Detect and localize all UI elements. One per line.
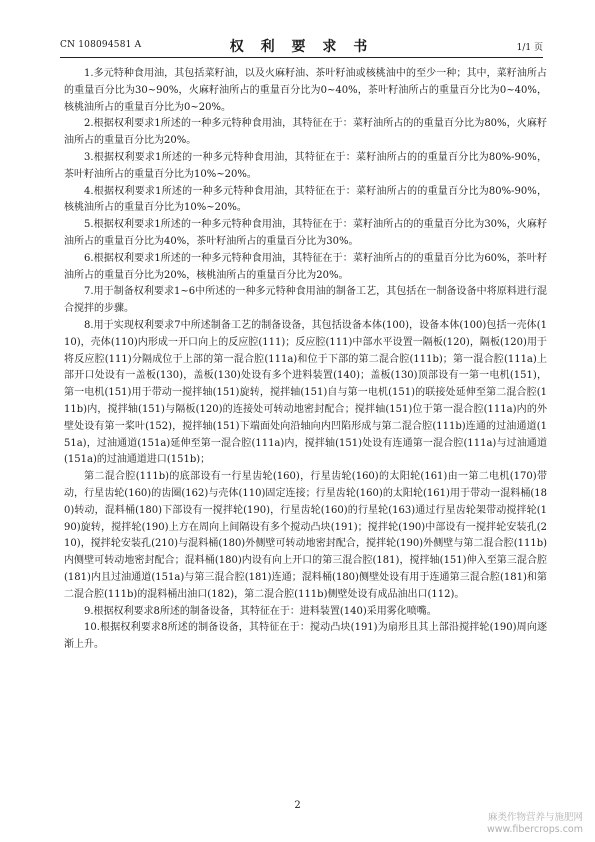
patent-number: CN 108094581 A bbox=[60, 40, 142, 50]
page-number: 2 bbox=[294, 800, 301, 811]
page-indicator: 1/1 页 bbox=[516, 43, 543, 53]
watermark-url: www.fibercrops.com bbox=[486, 824, 583, 835]
claim-paragraph: 第二混合腔(111b)的底部设有一行星齿轮(160)，行星齿轮(160)的太阳轮(161)由一第二电机(170)带动，行星齿轮(160)的齿圈(162)与壳体(110)固定连接；行星齿轮(160)的太阳轮(161)用于带动一混料桶(180)转动，混料桶(180)下部设有一搅拌轮(190)，行星齿轮(160)的行星轮(163)通过行星齿轮架带动搅拌轮(190)旋转，搅拌轮(190)上方在周向上间隔设有多个搅动凸块(191)；搅拌轮(190)中部设有一搅拌轮安装孔(210)，搅拌轮安装孔(210)与混料桶(180)外侧壁可转动地密封配合，搅拌轮(190)外侧壁与第二混合腔(111b)内侧壁可转动地密封配合；混料桶(180)内设有向上开口的第三混合腔(181)，搅拌轴(151)伸入至第三混合腔(181)内且过油通道(151a)与第三混合腔(181)连通；混料桶(180)侧壁处设有用于连通第三混合腔(181)和第二混合腔(111b)的混料桶出油口(182)，第二混合腔(111b)侧壁处设有成品油出口(112)。 bbox=[64, 471, 547, 600]
claims-body bbox=[64, 66, 547, 654]
header-rule bbox=[60, 57, 543, 58]
document-title: 权 利 要 求 书 bbox=[229, 39, 374, 55]
claim-paragraph: 1.多元特种食用油，其包括菜籽油，以及火麻籽油、茶叶籽油或核桃油中的至少一种；其中，菜籽油所占的重量百分比为30~90%，火麻籽油所占的重量百分比为0~40%，茶叶籽油所占的重量百分比为0~40%，核桃油所占的重量百分比为0~20%。 bbox=[64, 68, 547, 113]
claim-paragraph: 8.用于实现权利要求7中所述制备工艺的制备设备，其包括设备本体(100)，设备本体(100)包括一壳体(110)，壳体(110)内形成一开口向上的反应腔(111)；反应腔(111)中部水平设置一隔板(120)，隔板(120)用于将反应腔(111)分隔成位于上部的第一混合腔(111a)和位于下部的第二混合腔(111b)；第一混合腔(111a)上部开口处设有一盖板(130)，盖板(130)处设有多个进料装置(140)；盖板(130)顶部设有一第一电机(151)，第一电机(151)用于带动一搅拌轴(151)旋转，搅拌轴(151)自与第一电机(151)的联接处延伸至第二混合腔(111b)内，搅拌轴(151)与隔板(120)的连接处可转动地密封配合；搅拌轴(151)位于第一混合腔(111a)内的外壁处设有第一桨叶(152)，搅拌轴(151)下端面处向沿轴向内凹陷形成与第二混合腔(111b)连通的过油通道(151a)，过油通道(151a)延伸至第一混合腔(111a)内，搅拌轴(151)处设有连通第一混合腔(111a)与过油通道(151a)的过油通道进口(151b)； bbox=[64, 319, 547, 466]
claim-paragraph: 3.根据权利要求1所述的一种多元特种食用油，其特征在于：菜籽油所占的的重量百分比为80%-90%，茶叶籽油所占的重量百分比为10%~20%。 bbox=[64, 151, 547, 180]
document-header bbox=[60, 36, 543, 56]
claim-paragraph: 9.根据权利要求8所述的制备设备，其特征在于：进料装置(140)采用雾化喷嘴。 bbox=[84, 605, 437, 617]
claim-paragraph: 10.根据权利要求8所述的制备设备，其特征在于：搅动凸块(191)为扇形且其上部沿搅拌轮(190)周向逐渐上升。 bbox=[64, 622, 547, 651]
claim-paragraph: 5.根据权利要求1所述的一种多元特种食用油，其特征在于：菜籽油所占的的重量百分比为30%，火麻籽油所占的重量百分比为40%，茶叶籽油所占的重量百分比为30%。 bbox=[64, 219, 547, 247]
watermark-site-name: 麻类作物营养与施肥网 bbox=[487, 812, 583, 823]
claim-paragraph: 7.用于制备权利要求1~6中所述的一种多元特种食用油的制备工艺，其包括在一制备设备中将原料进行混合搅拌的步骤。 bbox=[64, 286, 547, 315]
claim-paragraph: 4.根据权利要求1所述的一种多元特种食用油，其特征在于：菜籽油所占的的重量百分比为80%-90%，核桃油所占的重量百分比为10%~20%。 bbox=[64, 185, 547, 214]
claim-paragraph: 6.根据权利要求1所述的一种多元特种食用油，其特征在于：菜籽油所占的的重量百分比为60%，茶叶籽油所占的重量百分比为20%，核桃油所占的重量百分比为20%。 bbox=[64, 252, 547, 281]
claim-paragraph: 2.根据权利要求1所述的一种多元特种食用油，其特征在于：菜籽油所占的的重量百分比为80%，火麻籽油所占的重量百分比为20%。 bbox=[64, 118, 547, 147]
watermark bbox=[487, 812, 583, 836]
